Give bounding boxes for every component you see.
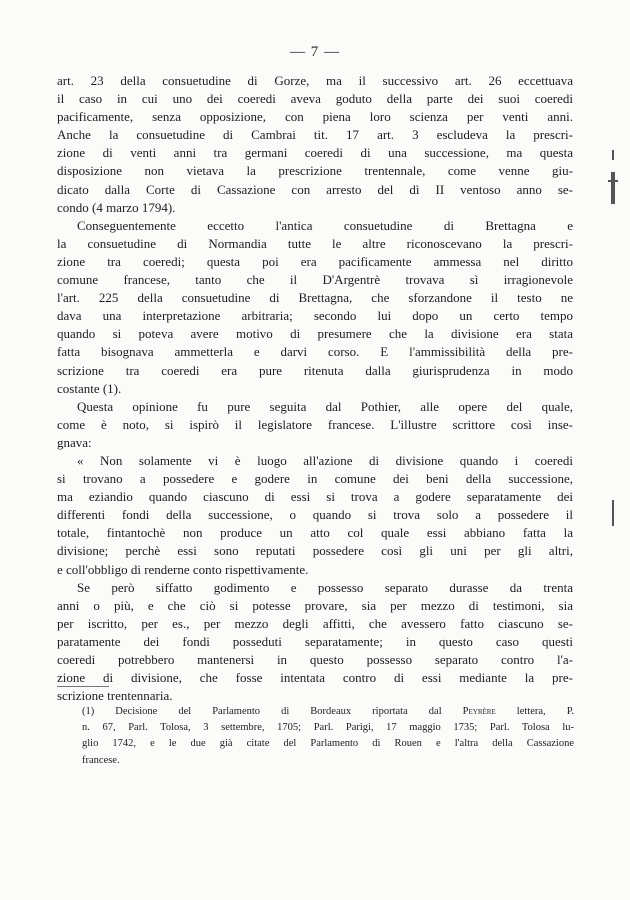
paragraph-5 bbox=[57, 579, 573, 706]
footnote-line bbox=[82, 704, 574, 720]
text-line: per iscritto, per es., per mezzo degli affitti, che avessero fatto ciascuno se- bbox=[57, 615, 573, 631]
text-line: comune francese, tanto che il D'Argentrè trovava sì irragionevole bbox=[57, 272, 573, 288]
body-text bbox=[57, 72, 573, 705]
text-line: art. 23 della consuetudine di Gorze, ma il successivo art. 26 eccettuava bbox=[57, 73, 573, 88]
text-line: divisione; perchè essi sono reputati possedere così gli uni per gli altri, bbox=[57, 543, 573, 559]
text-line: dicato dalla Corte di Cassazione con arresto del dì II ventoso anno se- bbox=[57, 181, 573, 197]
text-line: il caso in cui uno dei coeredi aveva goduto della parte dei suoi coeredi bbox=[57, 91, 573, 107]
text-line: zione di divisione, che fosse intentata contro di essi mediante la pre- bbox=[57, 670, 573, 686]
text-line: l'art. 225 della consuetudine di Brettagna, che sforzandone il testo ne bbox=[57, 290, 573, 306]
text-line: dava una interpretazione arbitraria; secondo lui dopo un certo tempo bbox=[57, 308, 573, 324]
text-line: disposizione non vietava la prescrizione trentennale, come venne giu- bbox=[57, 163, 573, 179]
text-line: scrizione tra coeredi era pure ritenuta dalla giurisprudenza in modo bbox=[57, 362, 573, 378]
margin-mark bbox=[606, 500, 620, 528]
text-line: la consuetudine di Normandia tutte le altre riconoscevano la prescri- bbox=[57, 235, 573, 251]
page-number: — 7 — bbox=[290, 44, 340, 60]
text-line: pacificamente, senza opposizione, con piena loro scienza per venti anni. bbox=[57, 109, 573, 125]
paragraph-2 bbox=[57, 217, 573, 398]
paragraph-3 bbox=[57, 398, 573, 452]
text-line: e coll'obbligo di renderne conto rispettivamente. bbox=[57, 561, 309, 577]
footnote-text: lettera, P. bbox=[495, 706, 574, 717]
footnote-line: francese. bbox=[82, 754, 120, 766]
footnote-author: Peyrère bbox=[462, 706, 496, 717]
text-line: totale, fintantochè non produce un atto col quale essi abbiano fatta la bbox=[57, 525, 573, 541]
text-line: zione tra coeredi; questa poi era pacificamente ammessa nel diritto bbox=[57, 253, 573, 269]
text-line: costante (1). bbox=[57, 380, 122, 396]
text-line: Se però siffatto godimento e possesso separato durasse da trenta bbox=[77, 579, 573, 595]
text-line: fatta bisognava ammetterla e darvi corso. E l'ammissibilità della pre- bbox=[57, 344, 573, 360]
text-line: « Non solamente vi è luogo all'azione di divisione quando i coeredi bbox=[77, 452, 573, 468]
text-line: scrizione trentennaria. bbox=[57, 688, 173, 704]
text-line: come è noto, si ispirò il legislatore francese. L'illustre scrittore così inse- bbox=[57, 416, 573, 432]
footnote-divider bbox=[57, 686, 109, 687]
text-line: si trovano a possedere e godere in comune dei beni della successione, bbox=[57, 471, 573, 487]
text-line: Conseguentemente eccetto l'antica consuetudine di Brettagna e bbox=[77, 217, 573, 233]
text-line: quando si poteva avere motivo di presumere che la divisione era stata bbox=[57, 326, 573, 342]
text-line: anni o più, e che ciò si potesse provare, sia per mezzo di testimoni, sia bbox=[57, 597, 573, 613]
paragraph-1 bbox=[57, 72, 573, 217]
paragraph-4-quote bbox=[57, 452, 573, 579]
text-line: Anche la consuetudine di Cambrai tit. 17 art. 3 escludeva la prescri- bbox=[57, 127, 573, 143]
footnote-line: glio 1742, e le due già citate del Parlamento di Rouen e l'altra della Cassazione bbox=[82, 738, 574, 750]
text-line: condo (4 marzo 1794). bbox=[57, 199, 176, 215]
text-line: coeredi potrebbero mantenersi in questo possesso separato contro l'a- bbox=[57, 652, 573, 667]
footnote bbox=[82, 704, 574, 769]
text-line: zione di venti anni tra germani coeredi di una successione, ma questa bbox=[57, 145, 573, 161]
text-line: paratamente dei fondi posseduti separatamente; in questo caso questi bbox=[57, 633, 573, 649]
text-line: Questa opinione fu pure seguita dal Pothier, alle opere del quale, bbox=[77, 398, 573, 414]
text-line: gnava: bbox=[57, 434, 92, 450]
footnote-line: n. 67, Parl. Tolosa, 3 settembre, 1705; Parl. Parigi, 17 maggio 1735; Parl. Tolosa lu- bbox=[82, 722, 574, 734]
text-line: differenti fondi della successione, o quando si trova solo a possedere il bbox=[57, 507, 573, 523]
text-line: ma eziandio quando ciascuno di essi si trova a godere separatamente dei bbox=[57, 489, 573, 505]
footnote-text: (1) Decisione del Parlamento di Bordeaux riportata dal bbox=[82, 706, 463, 717]
margin-mark bbox=[606, 150, 620, 210]
